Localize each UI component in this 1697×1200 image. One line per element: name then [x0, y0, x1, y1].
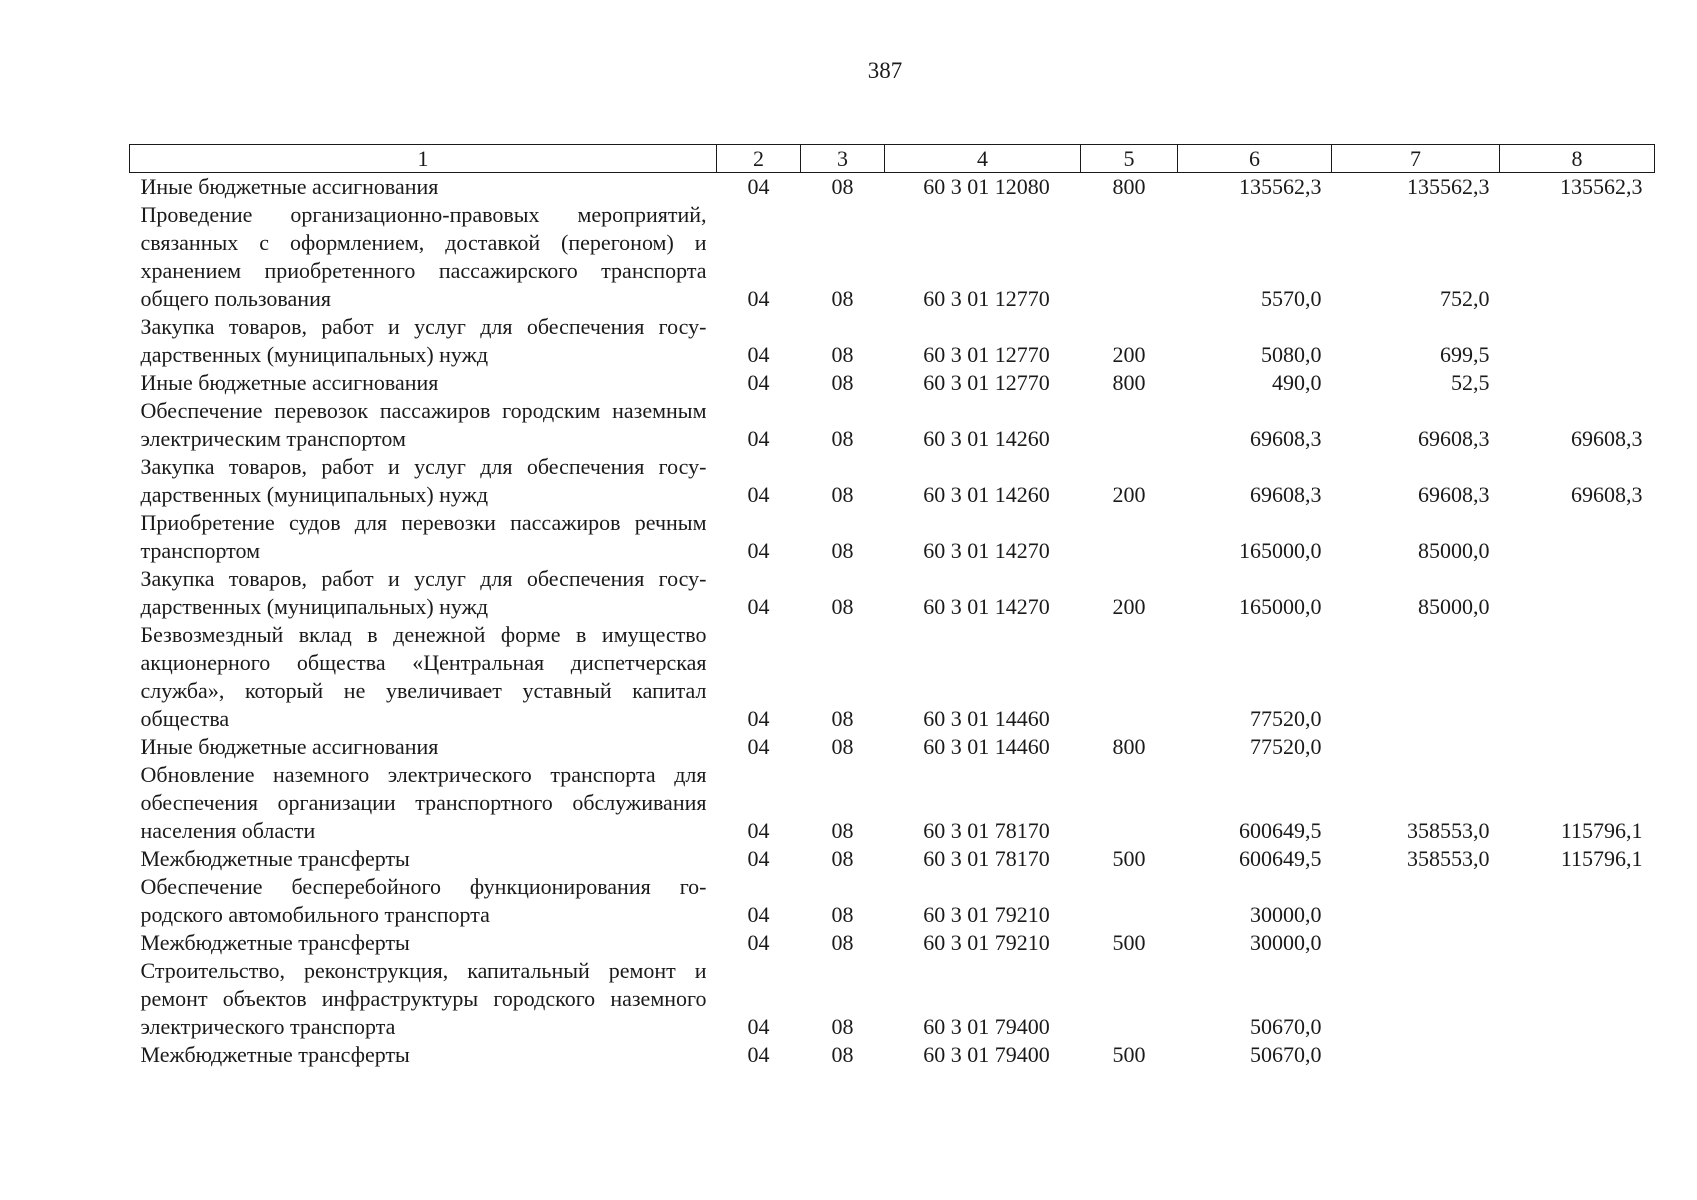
row-expense-type-cell [1081, 509, 1178, 565]
row-target-code-cell: 60 3 01 14260 [923, 426, 1050, 451]
row-target-code-cell: 60 3 01 79400 [923, 1014, 1050, 1039]
row-subsection-cell: 08 [831, 846, 854, 871]
row-amount-1-cell: 30000,0 [1250, 902, 1322, 927]
row-expense-type-cell: 800 [1112, 174, 1146, 199]
row-subsection-cell: 08 [831, 734, 854, 759]
row-expense-type-cell [1081, 873, 1178, 929]
row-amount-1-cell: 30000,0 [1250, 930, 1322, 955]
table-row [130, 929, 1655, 957]
row-subsection-cell: 08 [831, 1042, 854, 1067]
row-expense-type-cell: 200 [1112, 594, 1146, 619]
table-header [130, 145, 1655, 173]
row-name-cell: Строительство, реконструкция, капитальный ремонт и ремонт объектов инфраструктуры городского наземного электрического транспорта [140, 958, 707, 1039]
row-section-cell: 04 [747, 734, 770, 759]
header-cell-name: 1 [130, 145, 717, 173]
row-section-cell: 04 [747, 538, 770, 563]
row-amount-1-cell: 165000,0 [1239, 538, 1322, 563]
row-amount-1-cell: 600649,5 [1239, 846, 1322, 871]
header-cell-subsection: 3 [801, 145, 885, 173]
row-amount-2-cell [1332, 873, 1500, 929]
row-target-code-cell: 60 3 01 78170 [923, 846, 1050, 871]
row-amount-1-cell: 5080,0 [1261, 342, 1322, 367]
row-name-cell: Иные бюджетные ассигнования [140, 734, 439, 759]
row-amount-2-cell [1332, 1041, 1500, 1069]
table-row [130, 1041, 1655, 1069]
row-amount-1-cell: 50670,0 [1250, 1042, 1322, 1067]
row-expense-type-cell: 200 [1112, 482, 1146, 507]
row-amount-3-cell [1500, 369, 1655, 397]
row-target-code-cell: 60 3 01 12770 [923, 342, 1050, 367]
row-target-code-cell: 60 3 01 79210 [923, 930, 1050, 955]
header-cell-target-code: 4 [885, 145, 1081, 173]
row-amount-1-cell: 77520,0 [1250, 706, 1322, 731]
row-amount-1-cell: 77520,0 [1250, 734, 1322, 759]
row-name-cell: Иные бюджетные ассигнования [140, 174, 439, 199]
row-name-cell: Иные бюджетные ассигнования [140, 370, 439, 395]
row-name-cell: Обновление наземного электрического транспорта для обеспечения организации транспортного обслуживания населения области [140, 762, 707, 843]
row-expense-type-cell [1081, 761, 1178, 845]
row-amount-2-cell [1332, 957, 1500, 1041]
row-section-cell: 04 [747, 342, 770, 367]
row-amount-1-cell: 600649,5 [1239, 818, 1322, 843]
row-name-cell: Обеспечение перевозок пассажиров городским наземным электрическим транспортом [140, 398, 707, 451]
row-amount-3-cell [1500, 1041, 1655, 1069]
row-expense-type-cell: 800 [1112, 370, 1146, 395]
row-name-cell: Межбюджетные трансферты [140, 1042, 410, 1067]
row-expense-type-cell [1081, 621, 1178, 733]
row-expense-type-cell [1081, 397, 1178, 453]
row-name-cell: Закупка товаров, работ и услуг для обеспечения государственных (муниципальных) нужд [140, 314, 707, 367]
row-amount-2-cell: 135562,3 [1407, 174, 1490, 199]
table-row [130, 509, 1655, 565]
row-amount-3-cell [1500, 733, 1655, 761]
row-expense-type-cell: 500 [1112, 930, 1146, 955]
row-section-cell: 04 [747, 370, 770, 395]
row-amount-3-cell: 69608,3 [1571, 482, 1643, 507]
row-section-cell: 04 [747, 174, 770, 199]
row-section-cell: 04 [747, 426, 770, 451]
table-row [130, 369, 1655, 397]
row-section-cell: 04 [747, 482, 770, 507]
row-amount-1-cell: 135562,3 [1239, 174, 1322, 199]
row-subsection-cell: 08 [831, 706, 854, 731]
row-amount-2-cell: 85000,0 [1418, 538, 1490, 563]
header-cell-amount-2: 7 [1332, 145, 1500, 173]
row-amount-1-cell: 490,0 [1272, 370, 1322, 395]
row-subsection-cell: 08 [831, 286, 854, 311]
table-row [130, 845, 1655, 873]
table-row [130, 621, 1655, 733]
table-row [130, 565, 1655, 621]
row-amount-1-cell: 69608,3 [1250, 426, 1322, 451]
row-amount-2-cell: 85000,0 [1418, 594, 1490, 619]
row-name-cell: Безвозмездный вклад в денежной форме в имущество акционерного общества «Центральная диспетчерская служба», который не увеличивает уставный капитал общества [140, 622, 707, 731]
row-subsection-cell: 08 [831, 902, 854, 927]
row-amount-1-cell: 50670,0 [1250, 1014, 1322, 1039]
row-target-code-cell: 60 3 01 78170 [923, 818, 1050, 843]
row-subsection-cell: 08 [831, 930, 854, 955]
row-name-cell: Проведение организационно-правовых мероприятий, связанных с оформлением, доставкой (перегоном) и хранением приобретенного пассажирского транспорта общего пользования [140, 202, 707, 311]
row-target-code-cell: 60 3 01 14270 [923, 538, 1050, 563]
row-target-code-cell: 60 3 01 14260 [923, 482, 1050, 507]
row-amount-3-cell [1500, 621, 1655, 733]
row-subsection-cell: 08 [831, 1014, 854, 1039]
table-row [130, 397, 1655, 453]
row-name-cell: Межбюджетные трансферты [140, 930, 410, 955]
table-row [130, 313, 1655, 369]
row-target-code-cell: 60 3 01 12770 [923, 370, 1050, 395]
row-amount-2-cell: 358553,0 [1407, 818, 1490, 843]
row-expense-type-cell: 500 [1112, 846, 1146, 871]
table-row [130, 733, 1655, 761]
row-amount-2-cell: 69608,3 [1418, 482, 1490, 507]
row-name-cell: Межбюджетные трансферты [140, 846, 410, 871]
row-amount-2-cell: 69608,3 [1418, 426, 1490, 451]
row-amount-1-cell: 165000,0 [1239, 594, 1322, 619]
row-amount-2-cell [1332, 621, 1500, 733]
row-subsection-cell: 08 [831, 594, 854, 619]
row-amount-2-cell: 699,5 [1440, 342, 1490, 367]
row-amount-2-cell: 752,0 [1440, 286, 1490, 311]
row-expense-type-cell: 800 [1112, 734, 1146, 759]
row-target-code-cell: 60 3 01 14460 [923, 734, 1050, 759]
header-cell-amount-3: 8 [1500, 145, 1655, 173]
header-cell-section: 2 [717, 145, 801, 173]
row-amount-3-cell [1500, 201, 1655, 313]
table-row [130, 201, 1655, 313]
table-body [130, 173, 1655, 1070]
row-amount-3-cell [1500, 565, 1655, 621]
row-amount-2-cell [1332, 733, 1500, 761]
row-amount-3-cell: 115796,1 [1560, 846, 1643, 871]
row-target-code-cell: 60 3 01 12080 [923, 174, 1050, 199]
page-number: 387 [867, 58, 903, 83]
row-expense-type-cell: 500 [1112, 1042, 1146, 1067]
header-row [130, 145, 1655, 173]
row-section-cell: 04 [747, 286, 770, 311]
row-section-cell: 04 [747, 594, 770, 619]
row-target-code-cell: 60 3 01 14460 [923, 706, 1050, 731]
table-row [130, 761, 1655, 845]
row-name-cell: Закупка товаров, работ и услуг для обеспечения государственных (муниципальных) нужд [140, 454, 707, 507]
row-expense-type-cell [1081, 957, 1178, 1041]
row-name-cell: Закупка товаров, работ и услуг для обеспечения государственных (муниципальных) нужд [140, 566, 707, 619]
row-amount-3-cell [1500, 509, 1655, 565]
row-subsection-cell: 08 [831, 538, 854, 563]
row-subsection-cell: 08 [831, 174, 854, 199]
row-name-cell: Приобретение судов для перевозки пассажиров речным транспортом [140, 510, 707, 563]
row-target-code-cell: 60 3 01 14270 [923, 594, 1050, 619]
row-amount-1-cell: 69608,3 [1250, 482, 1322, 507]
budget-table [129, 144, 1655, 1069]
row-target-code-cell: 60 3 01 79210 [923, 902, 1050, 927]
row-section-cell: 04 [747, 706, 770, 731]
row-amount-3-cell [1500, 957, 1655, 1041]
header-cell-amount-1: 6 [1178, 145, 1332, 173]
row-amount-1-cell: 5570,0 [1261, 286, 1322, 311]
row-subsection-cell: 08 [831, 370, 854, 395]
table-row [130, 873, 1655, 929]
row-amount-3-cell: 115796,1 [1560, 818, 1643, 843]
row-name-cell: Обеспечение бесперебойного функционирования городского автомобильного транспорта [140, 874, 707, 927]
row-section-cell: 04 [747, 846, 770, 871]
row-amount-3-cell [1500, 313, 1655, 369]
row-target-code-cell: 60 3 01 79400 [923, 1042, 1050, 1067]
row-section-cell: 04 [747, 1042, 770, 1067]
row-subsection-cell: 08 [831, 482, 854, 507]
row-amount-3-cell [1500, 929, 1655, 957]
row-amount-3-cell: 135562,3 [1560, 174, 1643, 199]
row-section-cell: 04 [747, 902, 770, 927]
row-expense-type-cell: 200 [1112, 342, 1146, 367]
row-target-code-cell: 60 3 01 12770 [923, 286, 1050, 311]
row-amount-3-cell: 69608,3 [1571, 426, 1643, 451]
table-row [130, 173, 1655, 202]
row-subsection-cell: 08 [831, 426, 854, 451]
row-amount-2-cell [1332, 929, 1500, 957]
table-row [130, 957, 1655, 1041]
row-amount-2-cell: 52,5 [1451, 370, 1490, 395]
row-amount-2-cell: 358553,0 [1407, 846, 1490, 871]
header-cell-expense-type: 5 [1081, 145, 1178, 173]
row-subsection-cell: 08 [831, 818, 854, 843]
row-section-cell: 04 [747, 1014, 770, 1039]
row-section-cell: 04 [747, 818, 770, 843]
row-subsection-cell: 08 [831, 342, 854, 367]
row-section-cell: 04 [747, 930, 770, 955]
row-amount-3-cell [1500, 873, 1655, 929]
row-expense-type-cell [1081, 201, 1178, 313]
table-row [130, 453, 1655, 509]
